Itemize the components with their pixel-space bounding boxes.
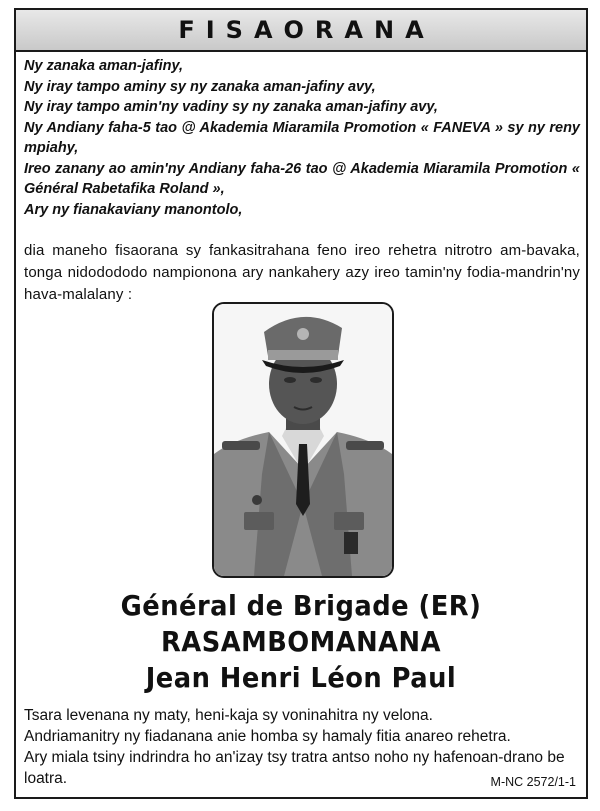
intro-line: Ny Andiany faha-5 tao @ Akademia Miaramila Promotion « FANEVA » sy ny reny mpiahy, — [24, 119, 580, 156]
notice-title: FISAORANA — [178, 16, 435, 44]
portrait-photo — [212, 302, 394, 578]
surname-line: RASAMBOMANANA — [161, 625, 441, 658]
rank-line: Général de Brigade (ER) — [120, 589, 482, 622]
thanks-paragraph: dia maneho fisaorana sy fankasitrahana feno ireo rehetra nitrotro am-bavaka, tonga nidodododo nampionona ary nankahery azy ireo tamin'ny fodia-mandrin'ny hava-malalany : — [24, 242, 580, 303]
portrait-illustration — [214, 304, 392, 576]
intro-list — [24, 56, 580, 220]
closing-line: Tsara levenana ny maty, heni-kaja sy voninahitra ny velona. — [24, 707, 433, 724]
reference-code: M-NC 2572/1-1 — [490, 775, 576, 789]
given-names-line: Jean Henri Léon Paul — [145, 661, 457, 694]
intro-line: Ireo zanany ao amin'ny Andiany faha-26 tao @ Akademia Miaramila Promotion « Général Rabetafika Roland », — [24, 160, 580, 197]
deceased-name — [16, 588, 586, 696]
header-bar — [16, 10, 586, 52]
notice-frame — [14, 8, 588, 799]
intro-line: Ny zanaka aman-jafiny, — [24, 58, 184, 74]
intro-line: Ny iray tampo amin'ny vadiny sy ny zanaka aman-jafiny avy, — [24, 99, 438, 115]
intro-line: Ny iray tampo aminy sy ny zanaka aman-jafiny avy, — [24, 78, 376, 95]
closing-line: Ary miala tsiny indrindra ho an'izay tsy tratra antso noho ny hafenoan-drano be loatra. — [24, 749, 565, 787]
intro-line: Ary ny fianakaviany manontolo, — [24, 201, 243, 218]
closing-line: Andriamanitry ny fiadanana anie homba sy hamaly fitia anareo rehetra. — [24, 728, 511, 745]
